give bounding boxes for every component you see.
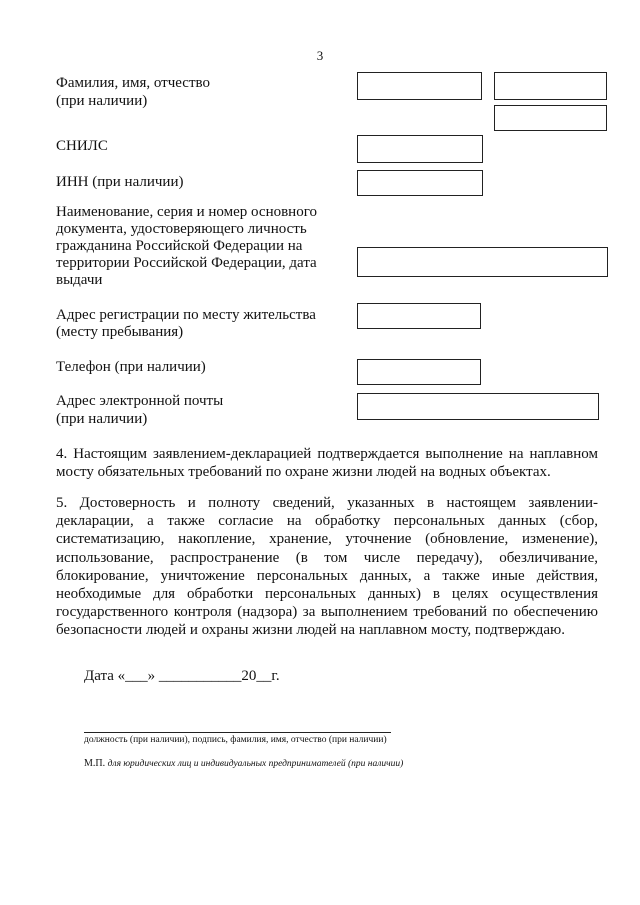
inn-input-box[interactable]	[357, 170, 483, 196]
paragraph-5: 5. Достоверность и полноту сведений, указанных в настоящем заявлении-декларации, а также согласие на обработку персональных данных (сбор, систематизацию, накопление, хранение, уточнение (обновление, изменение), использование, распространение (в том числе передачу), обезличивание, блокирование, уничтожение персональных данных, а также иные действия, необходимые для обработки персональных данных) в целях осуществления государственного контроля (надзора) за выполнением требований по обеспечению безопасности людей и охраны жизни людей на наплавном мосту, подтверждаю.	[56, 495, 598, 639]
document-label-line-4: территории Российской Федерации, дата	[56, 255, 317, 271]
phone-label: Телефон (при наличии)	[56, 359, 206, 375]
inn-label: ИНН (при наличии)	[56, 174, 184, 190]
email-label-line-2: (при наличии)	[56, 411, 148, 427]
stamp-note: для юридических лиц и индивидуальных предпринимателей (при наличии)	[107, 759, 404, 769]
name-input-box[interactable]	[494, 72, 607, 100]
email-label-line-1: Адрес электронной почты	[56, 393, 224, 409]
email-input-box[interactable]	[357, 393, 599, 420]
date-line: Дата «___» ___________20__г.	[84, 668, 280, 684]
document-label-line-3: гражданина Российской Федерации на	[56, 238, 303, 254]
snils-input-box[interactable]	[357, 135, 483, 163]
page-number: 3	[316, 48, 324, 63]
address-input-box[interactable]	[357, 303, 481, 329]
signature-line	[84, 732, 391, 733]
snils-label: СНИЛС	[56, 138, 108, 154]
document-label-line-1: Наименование, серия и номер основного	[56, 204, 317, 220]
address-label-line-1: Адрес регистрации по месту жительства	[56, 307, 316, 323]
document-label-line-2: документа, удостоверяющего личность	[56, 221, 307, 237]
fio-label: Фамилия, имя, отчество	[56, 75, 210, 91]
fio-note: (при наличии)	[56, 93, 148, 109]
document-label-line-5: выдачи	[56, 272, 103, 288]
document-input-box[interactable]	[357, 247, 608, 277]
paragraph-4: 4. Настоящим заявлением-декларацией подтверждается выполнение на наплавном мосту обязательных требований по охране жизни людей на водных объектах.	[56, 446, 598, 481]
surname-input-box[interactable]	[357, 72, 482, 100]
phone-input-box[interactable]	[357, 359, 481, 385]
address-label-line-2: (месту пребывания)	[56, 324, 184, 340]
signature-caption: должность (при наличии), подпись, фамилия, имя, отчество (при наличии)	[84, 735, 387, 745]
patronymic-input-box[interactable]	[494, 105, 607, 131]
stamp-label: М.П.	[84, 758, 106, 769]
